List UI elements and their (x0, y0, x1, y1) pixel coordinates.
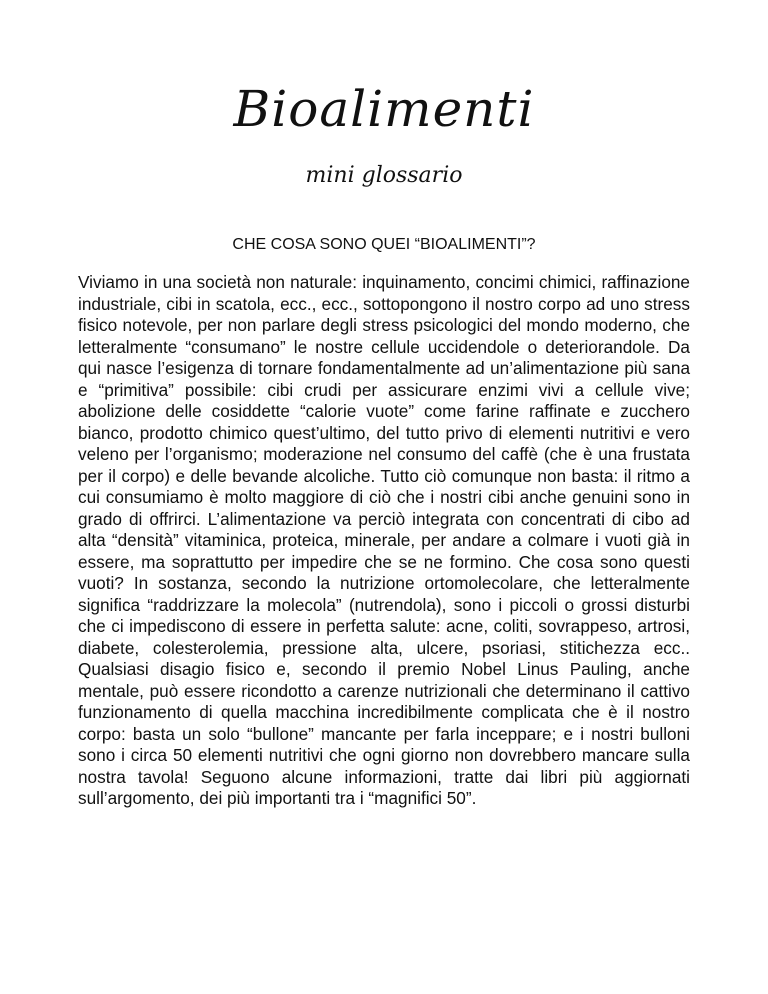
document-title: Bioalimenti (233, 80, 535, 138)
section-heading: CHE COSA SONO QUEI “BIOALIMENTI”? (232, 236, 536, 253)
body-paragraph: Viviamo in una società non naturale: inquinamento, concimi chimici, raffinazione industriale, cibi in scatola, ecc., ecc., sottopongono il nostro corpo ad uno stress fisico notevole, per non parlare degli stress psicologici del mondo moderno, che letteralmente “consumano” le nostre cellule uccidendole o deteriorandole. Da qui nasce l’esigenza di tornare fondamentalmente ad un’alimentazione più sana e “primitiva” possibile: cibi crudi per assicurare enzimi vivi a cellule vive; abolizione delle cosiddette “calorie vuote” come farine raffinate e zucchero bianco, prodotto chimico quest’ultimo, del tutto privo di elementi nutritivi e vero veleno per l’organismo; moderazione nel consumo del caffè (che è una frustata per il corpo) e delle bevande alcoliche. Tutto ciò comunque non basta: il ritmo a cui consumiamo è molto maggiore di ciò che i nostri cibi anche genuini sono in grado di offrirci. L’alimentazione va perciò integrata con concentrati di cibo ad alta “densità” vitaminica, proteica, minerale, per andare a colmare i vuoti già in essere, ma soprattutto per impedire che se ne formino. Che cosa sono questi vuoti? In sostanza, secondo la nutrizione ortomolecolare, che letteralmente significa “raddrizzare la molecola” (nutrendola), sono i piccoli o grossi disturbi che ci impediscono di essere in perfetta salute: acne, coliti, sovrappeso, artrosi, diabete, colesterolemia, pressione alta, ulcere, psoriasi, stitichezza ecc.. Qualsiasi disagio fisico e, secondo il premio Nobel Linus Pauling, anche mentale, può essere ricondotto a carenze nutrizionali che determinano il cattivo funzionamento di quella macchina incredibilmente complicata che è il nostro corpo: basta un solo “bullone” mancante per farla inceppare; e i nostri bulloni sono i circa 50 elementi nutritivi che ogni giorno non dovrebbero mancare sulla nostra tavola! Seguono alcune informazioni, tratte dai libri più aggiornati sull’argomento, dei più importanti tra i “magnifici 50”. (78, 272, 690, 808)
document-subtitle: mini glossario (305, 163, 463, 188)
